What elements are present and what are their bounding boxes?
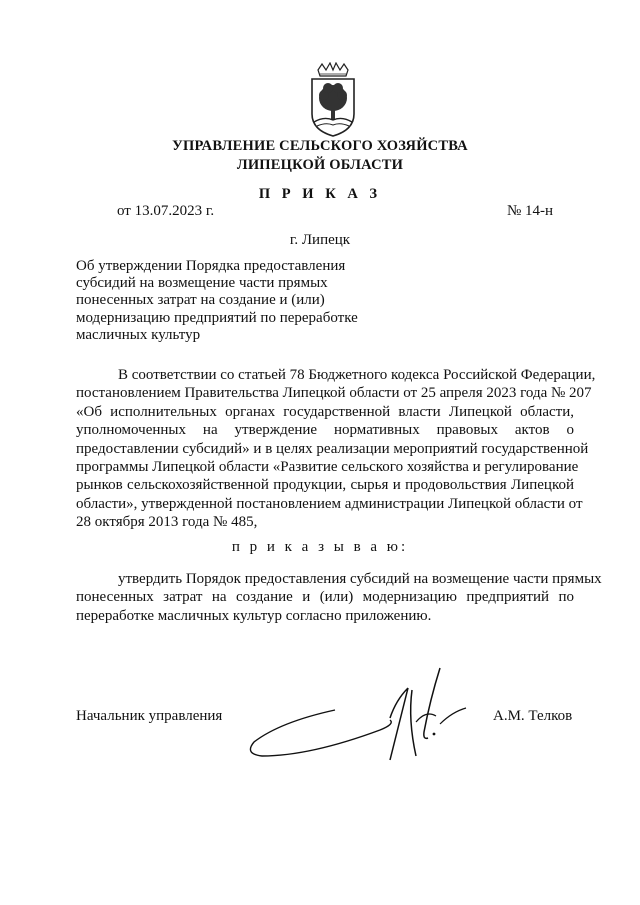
preamble-line: предоставлении субсидий» и в целях реализации мероприятий государственной [76,440,589,457]
decision-line: понесенных затрат на создание и (или) модернизацию предприятий по [76,589,574,606]
document-date: от 13.07.2023 г. [117,203,215,219]
coat-of-arms-emblem [304,62,362,140]
subject-line: Об утверждении Порядка предоставления [76,258,346,274]
preamble-line: программы Липецкой области «Развитие сельского хозяйства и регулирование [76,459,579,476]
document-subject [76,258,376,344]
preamble-paragraph [76,366,596,532]
organization-name-line2: ЛИПЕЦКОЙ ОБЛАСТИ [236,157,404,173]
subject-line: масличных культур [76,326,201,343]
preamble-line: постановлением Правительства Липецкой области от 25 апреля 2023 года № 207 [76,385,592,402]
decision-line: переработке масличных культур согласно приложению. [76,607,432,624]
signatory-position: Начальник управления [76,708,223,724]
preamble-line: 28 октября 2013 года № 485, [76,514,258,531]
handwritten-signature [240,660,470,780]
preamble-line: области», утвержденной постановлением администрации Липецкой области от [76,495,583,512]
decision-line: утвердить Порядок предоставления субсидий на возмещение части прямых [118,571,602,587]
preamble-line: «Об исполнительных органах государственной власти Липецкой области, [76,403,574,420]
document-type-title: П Р И К А З [258,186,382,202]
subject-line: модернизацию предприятий по переработке [76,309,358,326]
decision-paragraph [76,570,602,625]
order-directive-word: п р и к а з ы в а ю: [231,539,409,555]
preamble-line: уполномоченных на утверждение нормативных правовых актов о [76,422,574,439]
subject-line: субсидий на возмещение части прямых [76,275,328,292]
preamble-line: рынков сельскохозяйственной продукции, сырья и продовольствия Липецкой [76,477,574,494]
organization-name-line1: УПРАВЛЕНИЕ СЕЛЬСКОГО ХОЗЯЙСТВА [172,138,468,154]
document-city: г. Липецк [289,232,351,248]
preamble-line: В соответствии со статьей 78 Бюджетного кодекса Российской Федерации, [118,367,596,383]
signatory-name: А.М. Телков [493,708,573,724]
subject-line: понесенных затрат на создание и (или) [76,292,325,309]
document-number: № 14-н [507,203,554,219]
